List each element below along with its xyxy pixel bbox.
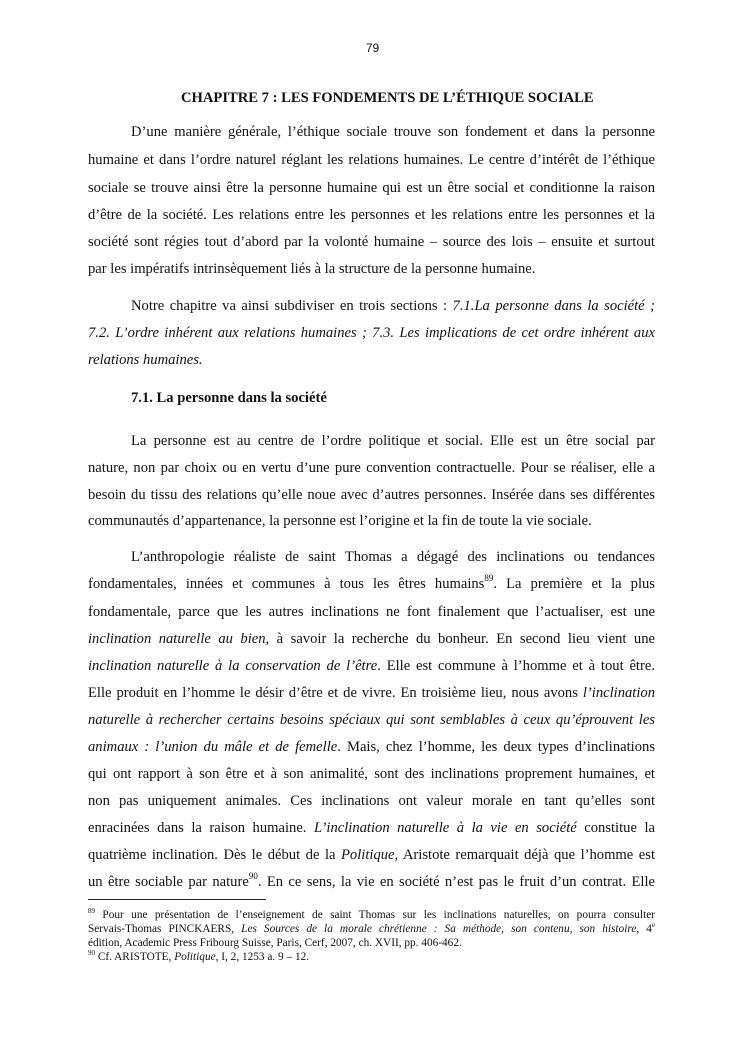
paragraph-1-line: par les impératifs intrinsèquement liés à la structure de la personne humaine. — [88, 261, 536, 277]
text-run: . La première et la plus — [493, 576, 655, 592]
paragraph-4-line: fondamentale, parce que les autres inclinations ne font finalement que l’actualiser, est une — [88, 604, 655, 620]
italic-run: inclination naturelle à la conservation de l’être — [88, 658, 378, 674]
paragraph-4-line — [88, 629, 655, 649]
italic-run: Politique — [174, 951, 216, 963]
paragraph-4-line: L’anthropologie réaliste de saint Thomas a dégagé des inclinations ou tendances — [131, 549, 655, 565]
paragraph-4-line: non pas uniquement animales. Ces inclinations ont valeur morale en tant qu’elles sont — [88, 793, 655, 809]
text-run: , à savoir la recherche du bonheur. En second lieu vient une — [265, 631, 655, 647]
paragraph-4-line: qui ont rapport à son être et à son animalité, sont des inclinations proprement humaines, et — [88, 766, 655, 782]
italic-run: Les Sources de la morale chrétienne : Sa méthode, son contenu, son histoire, — [241, 923, 640, 935]
paragraph-4-line — [88, 656, 655, 676]
italic-run: inclination naturelle au bien — [88, 631, 266, 647]
text-run: fondamentales, innées et communes à tous les êtres humains — [88, 576, 485, 592]
text-run: Notre chapitre va ainsi subdiviser en trois sections : — [131, 298, 453, 314]
text-run: enracinées dans la raison humaine. — [88, 820, 314, 836]
italic-run: Politique, — [341, 847, 399, 863]
text-run: quatrième inclination. Dès le début de la — [88, 847, 342, 863]
text-run: Servais-Thomas PINCKAERS, — [88, 923, 242, 935]
italic-run: naturelle à rechercher certains besoins spéciaux qui sont semblables à ceux qu’éprouvent les — [88, 712, 655, 728]
footnote-89-line — [88, 908, 655, 922]
footnote-89-line — [88, 922, 655, 936]
paragraph-4-line — [88, 683, 655, 703]
text-run: . Elle est commune à l’homme et à tout être. — [377, 658, 655, 674]
chapter-title: CHAPITRE 7 : LES FONDEMENTS DE L’ÉTHIQUE SOCIALE — [181, 90, 594, 106]
footnote-separator — [88, 899, 266, 900]
paragraph-2-line — [131, 296, 655, 316]
italic-run: relations humaines. — [88, 352, 203, 368]
paragraph-3-line: nature, non par choix ou en vertu d’une pure convention contractuelle. Pour se réaliser, elle a — [88, 460, 655, 476]
paragraph-4-line — [88, 574, 655, 594]
italic-run: 7.2. L’ordre inhérent aux relations humaines ; 7.3. Les implications de cet ordre inhérent aux — [88, 325, 655, 341]
paragraph-4-line — [88, 710, 655, 730]
footnote-89-line: édition, Academic Press Fribourg Suisse, Paris, Cerf, 2007, ch. XVII, pp. 406-462. — [88, 937, 462, 949]
italic-run: animaux : l’union du mâle et de femelle — [88, 739, 338, 755]
section-heading: 7.1. La personne dans la société — [131, 390, 327, 406]
text-run: constitue la — [576, 820, 655, 836]
text-run: Cf. ARISTOTE, — [95, 951, 175, 963]
text-run: . En ce sens, la vie en société n’est pas le fruit d’un contrat. Elle — [257, 874, 655, 890]
paragraph-1-line: d’être de la société. Les relations entre les personnes et les relations entre les personnes et la — [88, 207, 655, 223]
paragraph-4-line — [88, 845, 655, 865]
paragraph-4-line — [88, 872, 655, 892]
paragraph-4-line — [88, 737, 655, 757]
paragraph-3-line: besoin du tissu des relations qu’elle noue avec d’autres personnes. Insérée dans ses différentes — [88, 487, 655, 503]
paragraph-1-line: sociale se trouve ainsi être la personne humaine qui est un être social et conditionne la raison — [88, 180, 655, 196]
text-run: , I, 2, 1253 a. 9 – 12. — [215, 951, 310, 963]
text-run: Elle produit en l’homme le désir d’être et de vivre. En troisième lieu, nous avons — [88, 685, 583, 701]
superscript: e — [651, 921, 655, 929]
italic-run: L’inclination naturelle à la vie en société — [313, 820, 577, 836]
paragraph-4-line — [88, 818, 655, 838]
footnote-number: 89 — [88, 907, 95, 915]
footnote-90-line — [88, 950, 655, 964]
text-run: un être sociable par nature — [88, 874, 249, 890]
text-run: Aristote remarquait déjà que l’homme est — [398, 847, 655, 863]
paragraph-2-line — [88, 323, 655, 343]
page-number: 79 — [365, 41, 380, 55]
text-run: 4 — [639, 923, 652, 935]
paragraph-1-line: société sont régies tout d’abord par la volonté humaine – source des lois – ensuite et surtout — [88, 234, 655, 250]
text-run: Pour une présentation de l’enseignement de saint Thomas sur les inclinations naturelles, on pourra consulter — [95, 909, 655, 921]
paragraph-2-line — [88, 350, 655, 370]
italic-run: l’inclination — [582, 685, 655, 701]
text-run: . Mais, chez l’homme, les deux types d’inclinations — [337, 739, 655, 755]
footnote-number: 90 — [88, 949, 95, 957]
paragraph-3-line: La personne est au centre de l’ordre politique et social. Elle est un être social par — [131, 433, 655, 449]
paragraph-3-line: communautés d’appartenance, la personne est l’origine et la fin de toute la vie sociale. — [88, 513, 592, 529]
paragraph-1-line: D’une manière générale, l’éthique sociale trouve son fondement et dans la personne — [131, 124, 655, 140]
footnote-ref-90[interactable]: 90 — [248, 871, 258, 881]
italic-run: 7.1.La personne dans la société ; — [452, 298, 655, 314]
paragraph-1-line: humaine et dans l’ordre naturel réglant les relations humaines. Le centre d’intérêt de l’éthique — [88, 152, 655, 168]
footnote-ref-89[interactable]: 89 — [484, 573, 494, 583]
